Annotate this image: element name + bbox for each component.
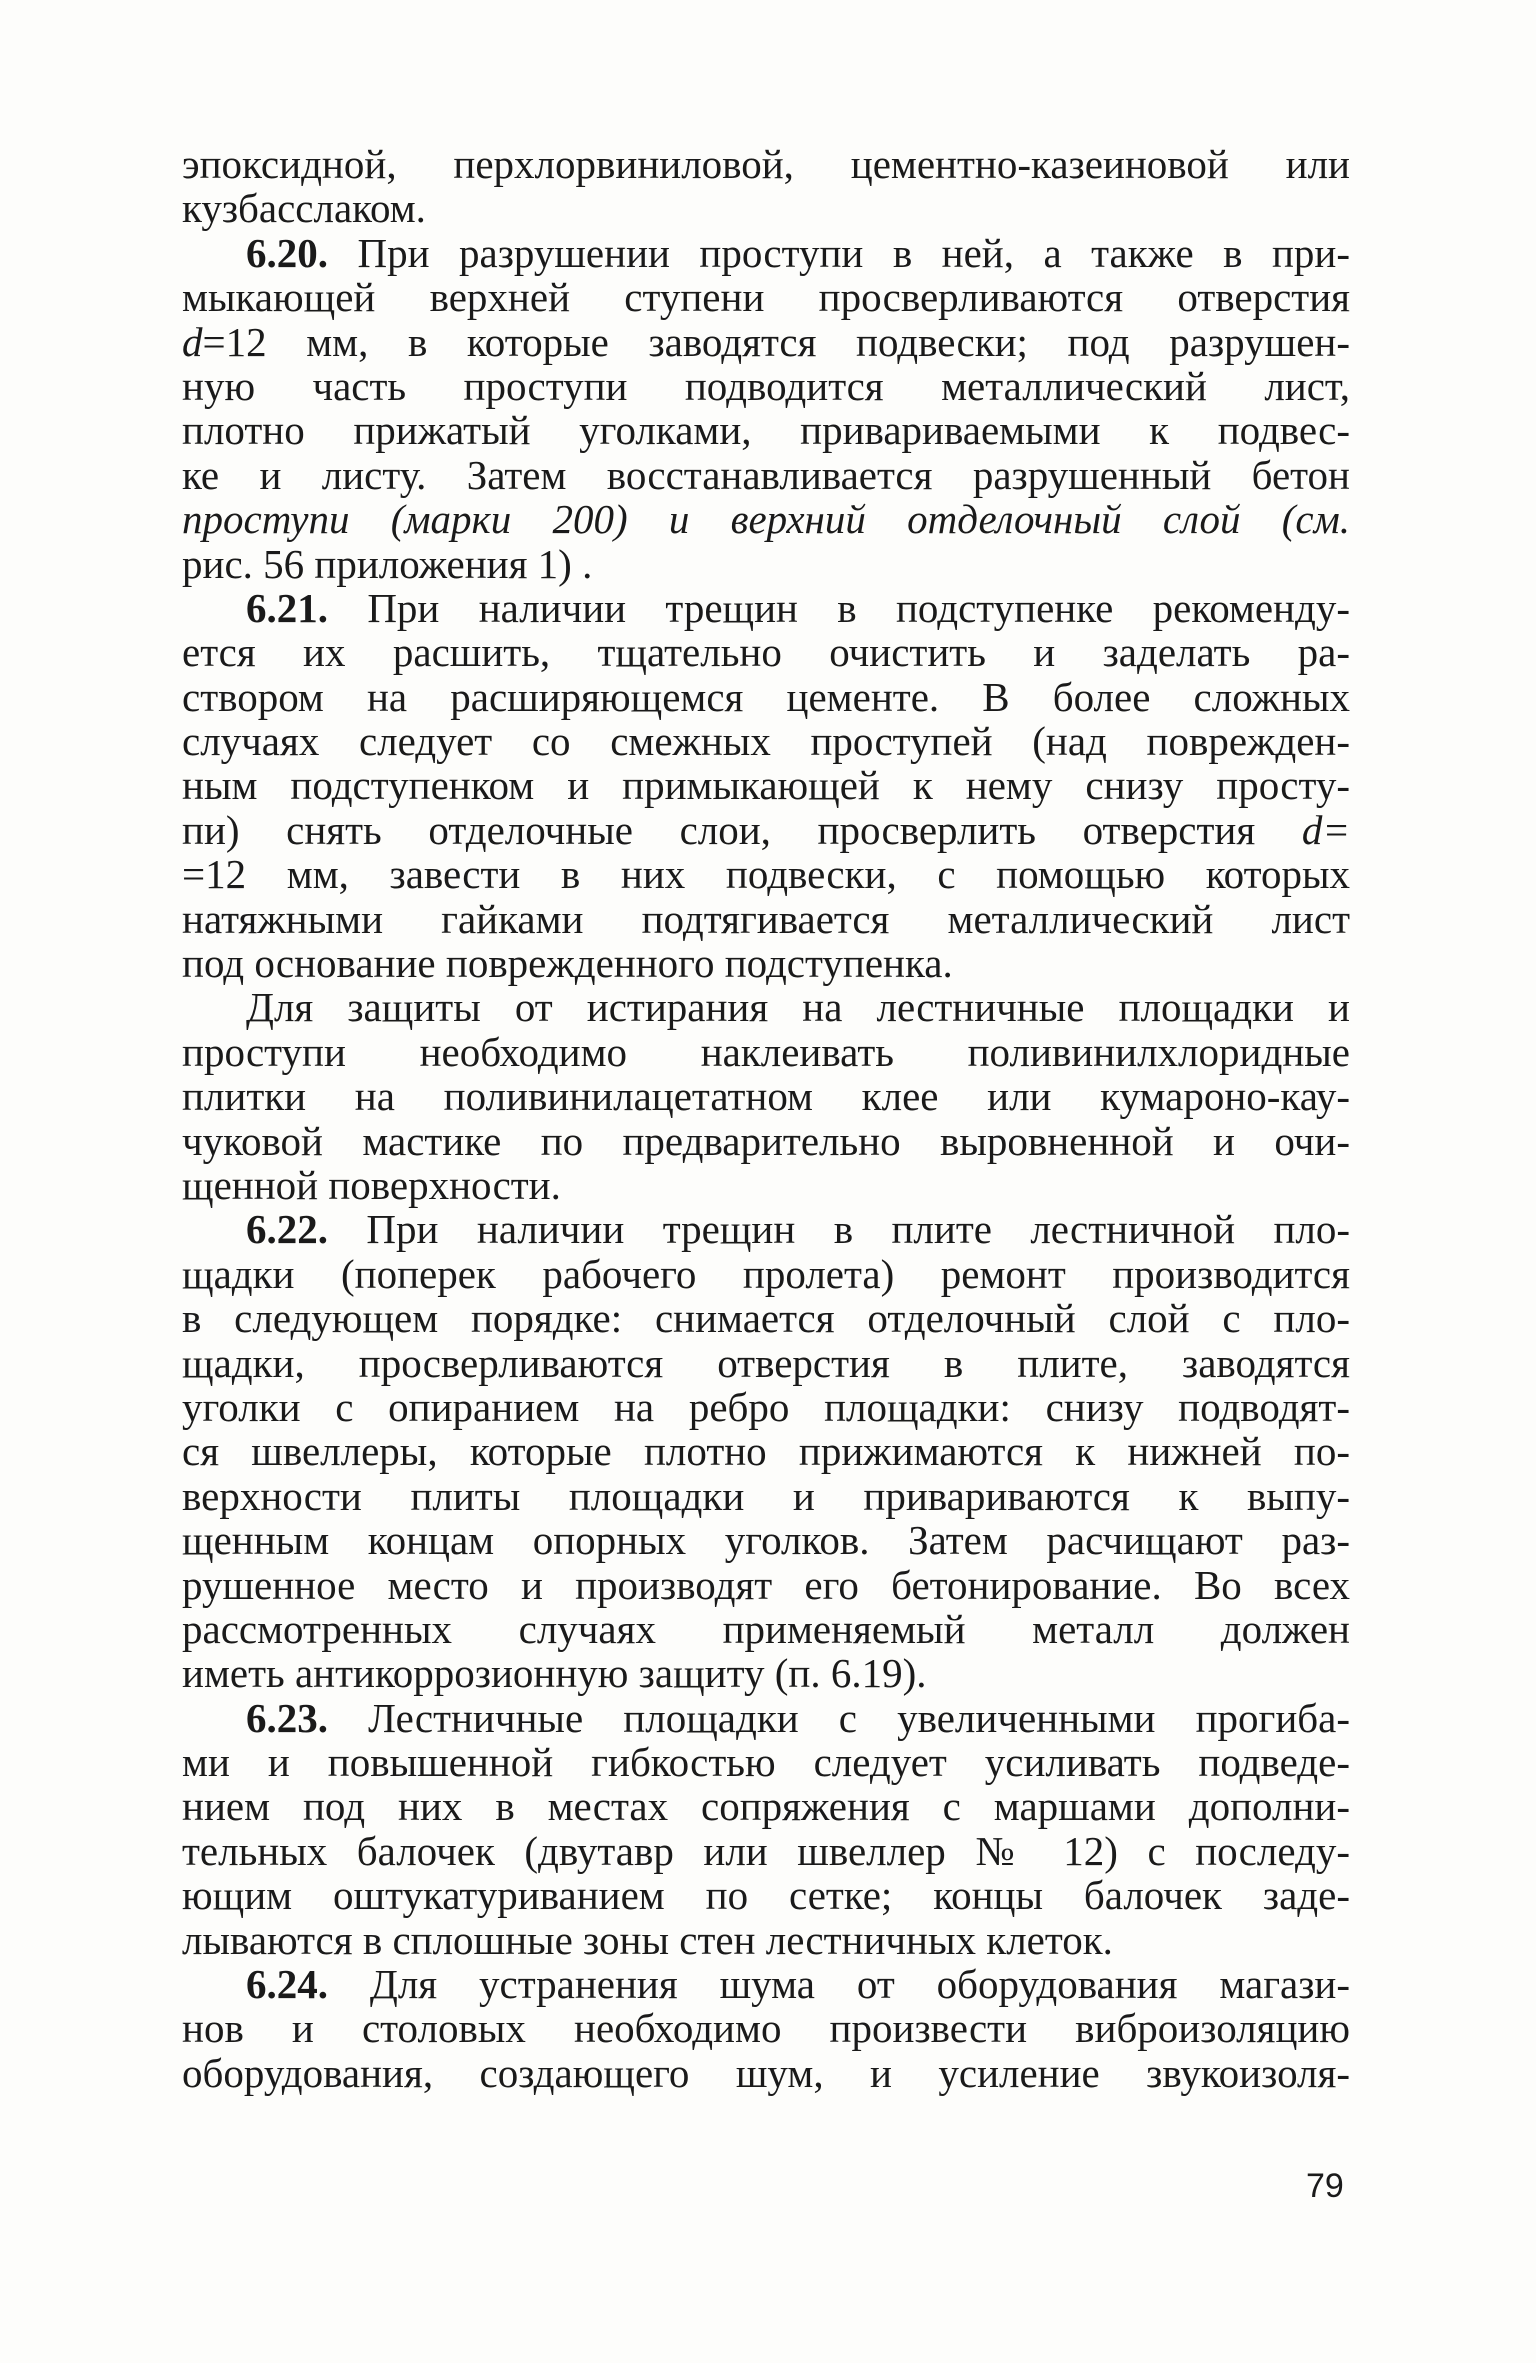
text-line: нов и столовых необходимо произвести виброизоляцию [182, 2005, 1350, 2052]
text-line: рис. 56 приложения 1) . [182, 540, 593, 587]
text-line: щенным концам опорных уголков. Затем расчищают раз- [182, 1517, 1350, 1564]
text-line: уголки с опиранием на ребро площадки: снизу подводят- [182, 1383, 1350, 1430]
text-line: 6.21. При наличии трещин в подступенке рекоменду- [246, 584, 1351, 631]
text-line: щадки (поперек рабочего пролета) ремонт производится [182, 1250, 1350, 1297]
text-line: рушенное место и производят его бетонирование. Во всех [182, 1561, 1350, 1608]
text-line: тельных балочек (двутавр или швеллер № 12) с последу- [182, 1827, 1350, 1874]
text-line: ным подступенком и примыкающей к нему снизу просту- [182, 762, 1350, 809]
text-line: Для защиты от истирания на лестничные площадки и [246, 984, 1350, 1031]
text-line: рассмотренных случаях применяемый металл должен [182, 1605, 1350, 1652]
text-line: чуковой мастике по предварительно выровненной и очи- [182, 1117, 1350, 1164]
clause-number: 6.22. [246, 1206, 328, 1253]
paragraph-6-20 [182, 231, 1350, 586]
text-line: ми и повышенной гибкостью следует усиливать подведе- [182, 1739, 1350, 1786]
text-line: проступи (марки 200) и верхний отделочный слой (см. [182, 496, 1350, 543]
text-line: ке и листу. Затем восстанавливается разрушенный бетон [182, 451, 1350, 498]
text-line: щенной поверхности. [182, 1161, 561, 1208]
clause-number: 6.20. [246, 229, 328, 276]
text-line: 6.20. При разрушении проступи в ней, а также в при- [246, 229, 1351, 276]
clause-number: 6.23. [246, 1694, 328, 1741]
paragraph-continuation [182, 142, 1350, 231]
text-line: случаях следует со смежных проступей (над поврежден- [182, 718, 1350, 765]
variable-d: d [182, 318, 203, 365]
paragraph-6-21 [182, 586, 1350, 986]
paragraph-6-24 [182, 1962, 1350, 2095]
text-line: 6.23. Лестничные площадки с увеличенными прогиба- [246, 1694, 1351, 1741]
text-line: 6.24. Для устранения шума от оборудования магази- [246, 1961, 1350, 2008]
text-line: плитки на поливинилацетатном клее или кумароно-кау- [182, 1073, 1350, 1120]
text-line: кузбасслаком. [182, 185, 426, 232]
text-line: пи) снять отделочные слои, просверлить отверстия d= [182, 806, 1350, 853]
text-line: плотно прижатый уголками, привариваемыми к подвес- [182, 407, 1350, 454]
clause-number: 6.21. [246, 584, 328, 631]
text-line: под основание поврежденного подступенка. [182, 940, 953, 987]
text-line: лываются в сплошные зоны стен лестничных клеток. [182, 1916, 1113, 1963]
variable-d: d= [1301, 806, 1350, 853]
text-line: эпоксидной, перхлорвиниловой, цементно-казеиновой или [182, 141, 1350, 187]
page-number: 79 [1306, 2167, 1344, 2205]
paragraph-6-22 [182, 1207, 1350, 1695]
text-line: 6.22. При наличии трещин в плите лестничной пло- [246, 1206, 1351, 1253]
text-line: иметь антикоррозионную защиту (п. 6.19). [182, 1650, 927, 1697]
text-line: проступи необходимо наклеивать поливинилхлоридные [182, 1028, 1350, 1075]
text-line: =12 мм, завести в них подвески, с помощью которых [182, 851, 1350, 898]
text-line: щадки, просверливаются отверстия в плите, заводятся [182, 1339, 1350, 1386]
text-line: ся швеллеры, которые плотно прижимаются к нижней по- [182, 1428, 1350, 1475]
text-line: мыкающей верхней ступени просверливаются отверстия [182, 274, 1350, 321]
text-line: d=12 мм, в которые заводятся подвески; под разрушен- [182, 318, 1350, 365]
text-line: натяжными гайками подтягивается металлический лист [182, 895, 1350, 942]
body-text [182, 142, 1350, 2095]
clause-number: 6.24. [246, 1961, 328, 2008]
text-line: нием под них в местах сопряжения с маршами дополни- [182, 1783, 1350, 1830]
text-line: створом на расширяющемся цементе. В более сложных [182, 673, 1350, 720]
text-line: верхности плиты площадки и привариваются к выпу- [182, 1472, 1350, 1519]
text-line: в следующем порядке: снимается отделочный слой с пло- [182, 1295, 1350, 1342]
text-line: ется их расшить, тщательно очистить и заделать ра- [182, 629, 1350, 676]
paragraph-6-23 [182, 1696, 1350, 1962]
paragraph-protection [182, 985, 1350, 1207]
text-line: ную часть проступи подводится металлический лист, [182, 362, 1350, 409]
text-line: оборудования, создающего шум, и усиление звукоизоля- [182, 2049, 1350, 2096]
text-line: ющим оштукатуриванием по сетке; концы балочек заде- [182, 1872, 1350, 1919]
